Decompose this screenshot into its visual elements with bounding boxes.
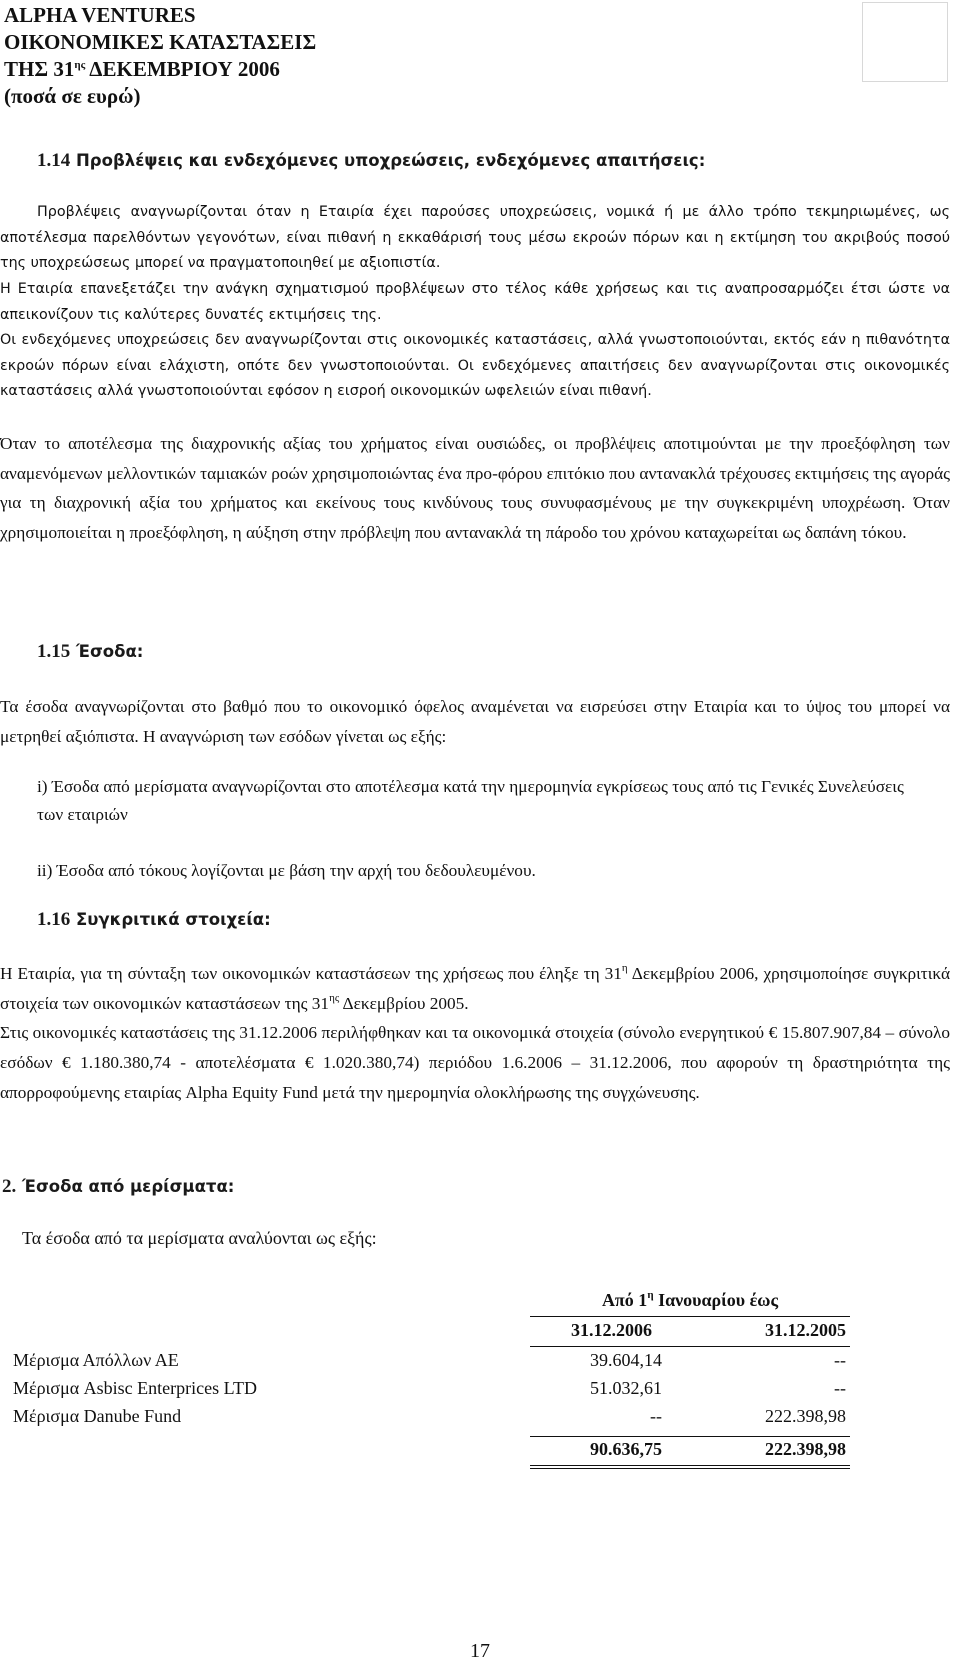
section-heading-1-14: 1.14 Προβλέψεις και ενδεχόμενες υποχρεώσεις, ενδεχόμενες απαιτήσεις: [37, 150, 706, 171]
column-header-2005: 31.12.2005 [765, 1320, 846, 1340]
statements-title: ΟΙΚΟΝΟΜΙΚΕΣ ΚΑΤΑΣΤΑΣΕΙΣ [4, 30, 317, 54]
row-value-2006: -- [650, 1406, 662, 1426]
page-number: 17 [470, 1640, 490, 1662]
section-heading-2: 2. Έσοδα από μερίσματα: [2, 1176, 235, 1197]
header-rule [530, 1316, 850, 1317]
section-heading-1-15: 1.15 Έσοδα: [37, 641, 144, 662]
company-name: ALPHA VENTURES [4, 3, 196, 27]
document-header [4, 2, 316, 110]
list-item-dividend-income: i) Έσοδα από μερίσματα αναγνωρίζονται στο αποτέλεσμα κατά την ημερομηνία εγκρίσεως τους από τις Γενικές Συνελεύσεις των εταιριών [37, 777, 904, 824]
row-label: Μέρισμα Asbisc Enterprices LTD [13, 1378, 257, 1398]
row-value-2005: -- [834, 1378, 846, 1398]
table-intro: Τα έσοδα από τα μερίσματα αναλύονται ως εξής: [22, 1228, 377, 1248]
paragraph-contingencies: Οι ενδεχόμενες υποχρεώσεις δεν αναγνωρίζονται στις οικονομικές καταστάσεις, αλλά γνωστοποιούνται, εκτός εάν η πιθανότητα εκροών πόρων είναι ελάχιστη, οπότε δεν γνωστοποιούνται. Οι ενδεχόμενες απαιτήσεις δεν αναγνωρίζονται στις οικονομικές καταστάσεις αλλά γνωστοποιούνται εφόσον η εισροή οικονομικών ωφελειών είναι πιθανή. [0, 332, 950, 399]
column-header-rule [530, 1346, 850, 1347]
section-heading-1-16: 1.16 Συγκριτικά στοιχεία: [37, 909, 271, 930]
logo-placeholder [862, 2, 948, 82]
row-label: Μέρισμα Απόλλων ΑΕ [13, 1350, 179, 1370]
total-2005: 222.398,98 [765, 1439, 846, 1459]
paragraph-provisions-review: Η Εταιρία επανεξετάζει την ανάγκη σχηματισμού προβλέψεων στο τέλος κάθε χρήσεως και τις αναπροσαρμόζει έτσι ώστε να απεικονίζουν τις καλύτερες δυνατές εκτιμήσεις της. [0, 281, 950, 323]
table-period-header: Από $1^\eta$ Ιανουαρίου έως [601, 1289, 779, 1310]
row-value-2006: 51.032,61 [590, 1378, 662, 1398]
total-top-rule [530, 1436, 850, 1437]
row-label: Μέρισμα Danube Fund [13, 1406, 182, 1426]
paragraph-discounting: Όταν το αποτέλεσμα της διαχρονικής αξίας του χρήματος είναι ουσιώδες, οι προβλέψεις αποτιμούνται με την προεξόφληση των αναμενόμενων μελλοντικών ταμιακών ροών χρησιμοποιώντας ένα προ-φόρου επιτόκιο που αντανακλά τρέχουσες εκτιμήσεις της αγοράς για τη διαχρονική αξία του χρήματος και εκείνους τους κινδύνους τους συνυφασμένους με την συγκεκριμένη υποχρέωση. Όταν χρησιμοποιείται η προεξόφληση, η αύξηση στην πρόβλεψη που αντανακλά τη πάροδο του χρόνου καταχωρείται ως δαπάνη τόκου. [0, 434, 950, 542]
row-value-2005: -- [834, 1350, 846, 1370]
statements-date: ΤΗΣ $31^{\eta\varsigma}$ ΔΕΚΕΜΒΡΙΟΥ 2006 [4, 57, 280, 81]
paragraph-provisions-recognition: Προβλέψεις αναγνωρίζονται όταν η Εταιρία έχει παρούσες υποχρεώσεις, νομικά ή με άλλο τρόπο τεκμηριωμένες, ως αποτέλεσμα παρελθόντων γεγονότων, είναι πιθανή η εκκαθάρισή τους μέσω εκροών πόρων και η εκτίμηση του ακριβούς ποσού της υποχρεώσεως μπορεί να πραγματοποιηθεί με αξιοπιστία. [0, 204, 950, 271]
column-header-2006: 31.12.2006 [571, 1320, 652, 1340]
list-item-interest-income: ii) Έσοδα από τόκους λογίζονται με βάση την αρχή του δεδουλευμένου. [37, 861, 536, 880]
row-value-2005: 222.398,98 [765, 1406, 846, 1426]
currency-note: (ποσά σε ευρώ) [4, 84, 141, 108]
paragraph-revenue-recognition: Τα έσοδα αναγνωρίζονται στο βαθμό που το οικονομικό όφελος αναμένεται να εισρεύσει στην Εταιρία και το ύψος του μπορεί να μετρηθεί αξιόπιστα. Η αναγνώριση των εσόδων γίνεται ως εξής: [0, 697, 950, 746]
paragraph-merger-note: Στις οικονομικές καταστάσεις της 31.12.2006 περιλήφθηκαν και τα οικονομικά στοιχεία (σύνολο ενεργητικού € 15.807.907,84 – σύνολο εσόδων € 1.180.380,74 - αποτελέσματα € 1.020.380,74) περιόδου 1.6.2006 – 31.12.2006, που αφορούν τη δραστηριότητα της απορροφούμενης εταιρίας Alpha Equity Fund μετά την ημερομηνία ολοκλήρωσης της συγχώνευσης. [0, 1023, 950, 1102]
row-value-2006: 39.604,14 [590, 1350, 662, 1370]
total-double-rule-2 [530, 1468, 850, 1469]
total-2006: 90.636,75 [590, 1439, 662, 1459]
paragraph-comparatives: Η Εταιρία, για τη σύνταξη των οικονομικών καταστάσεων της χρήσεως που έληξε τη $31^\eta$ Δεκεμβρίου 2006, χρησιμοποίησε συγκριτικά στοιχεία των οικονομικών καταστάσεων της $31^{\eta\varsigma}$ Δεκεμβρίου 2005. [0, 962, 951, 1013]
total-double-rule-1 [530, 1465, 850, 1466]
